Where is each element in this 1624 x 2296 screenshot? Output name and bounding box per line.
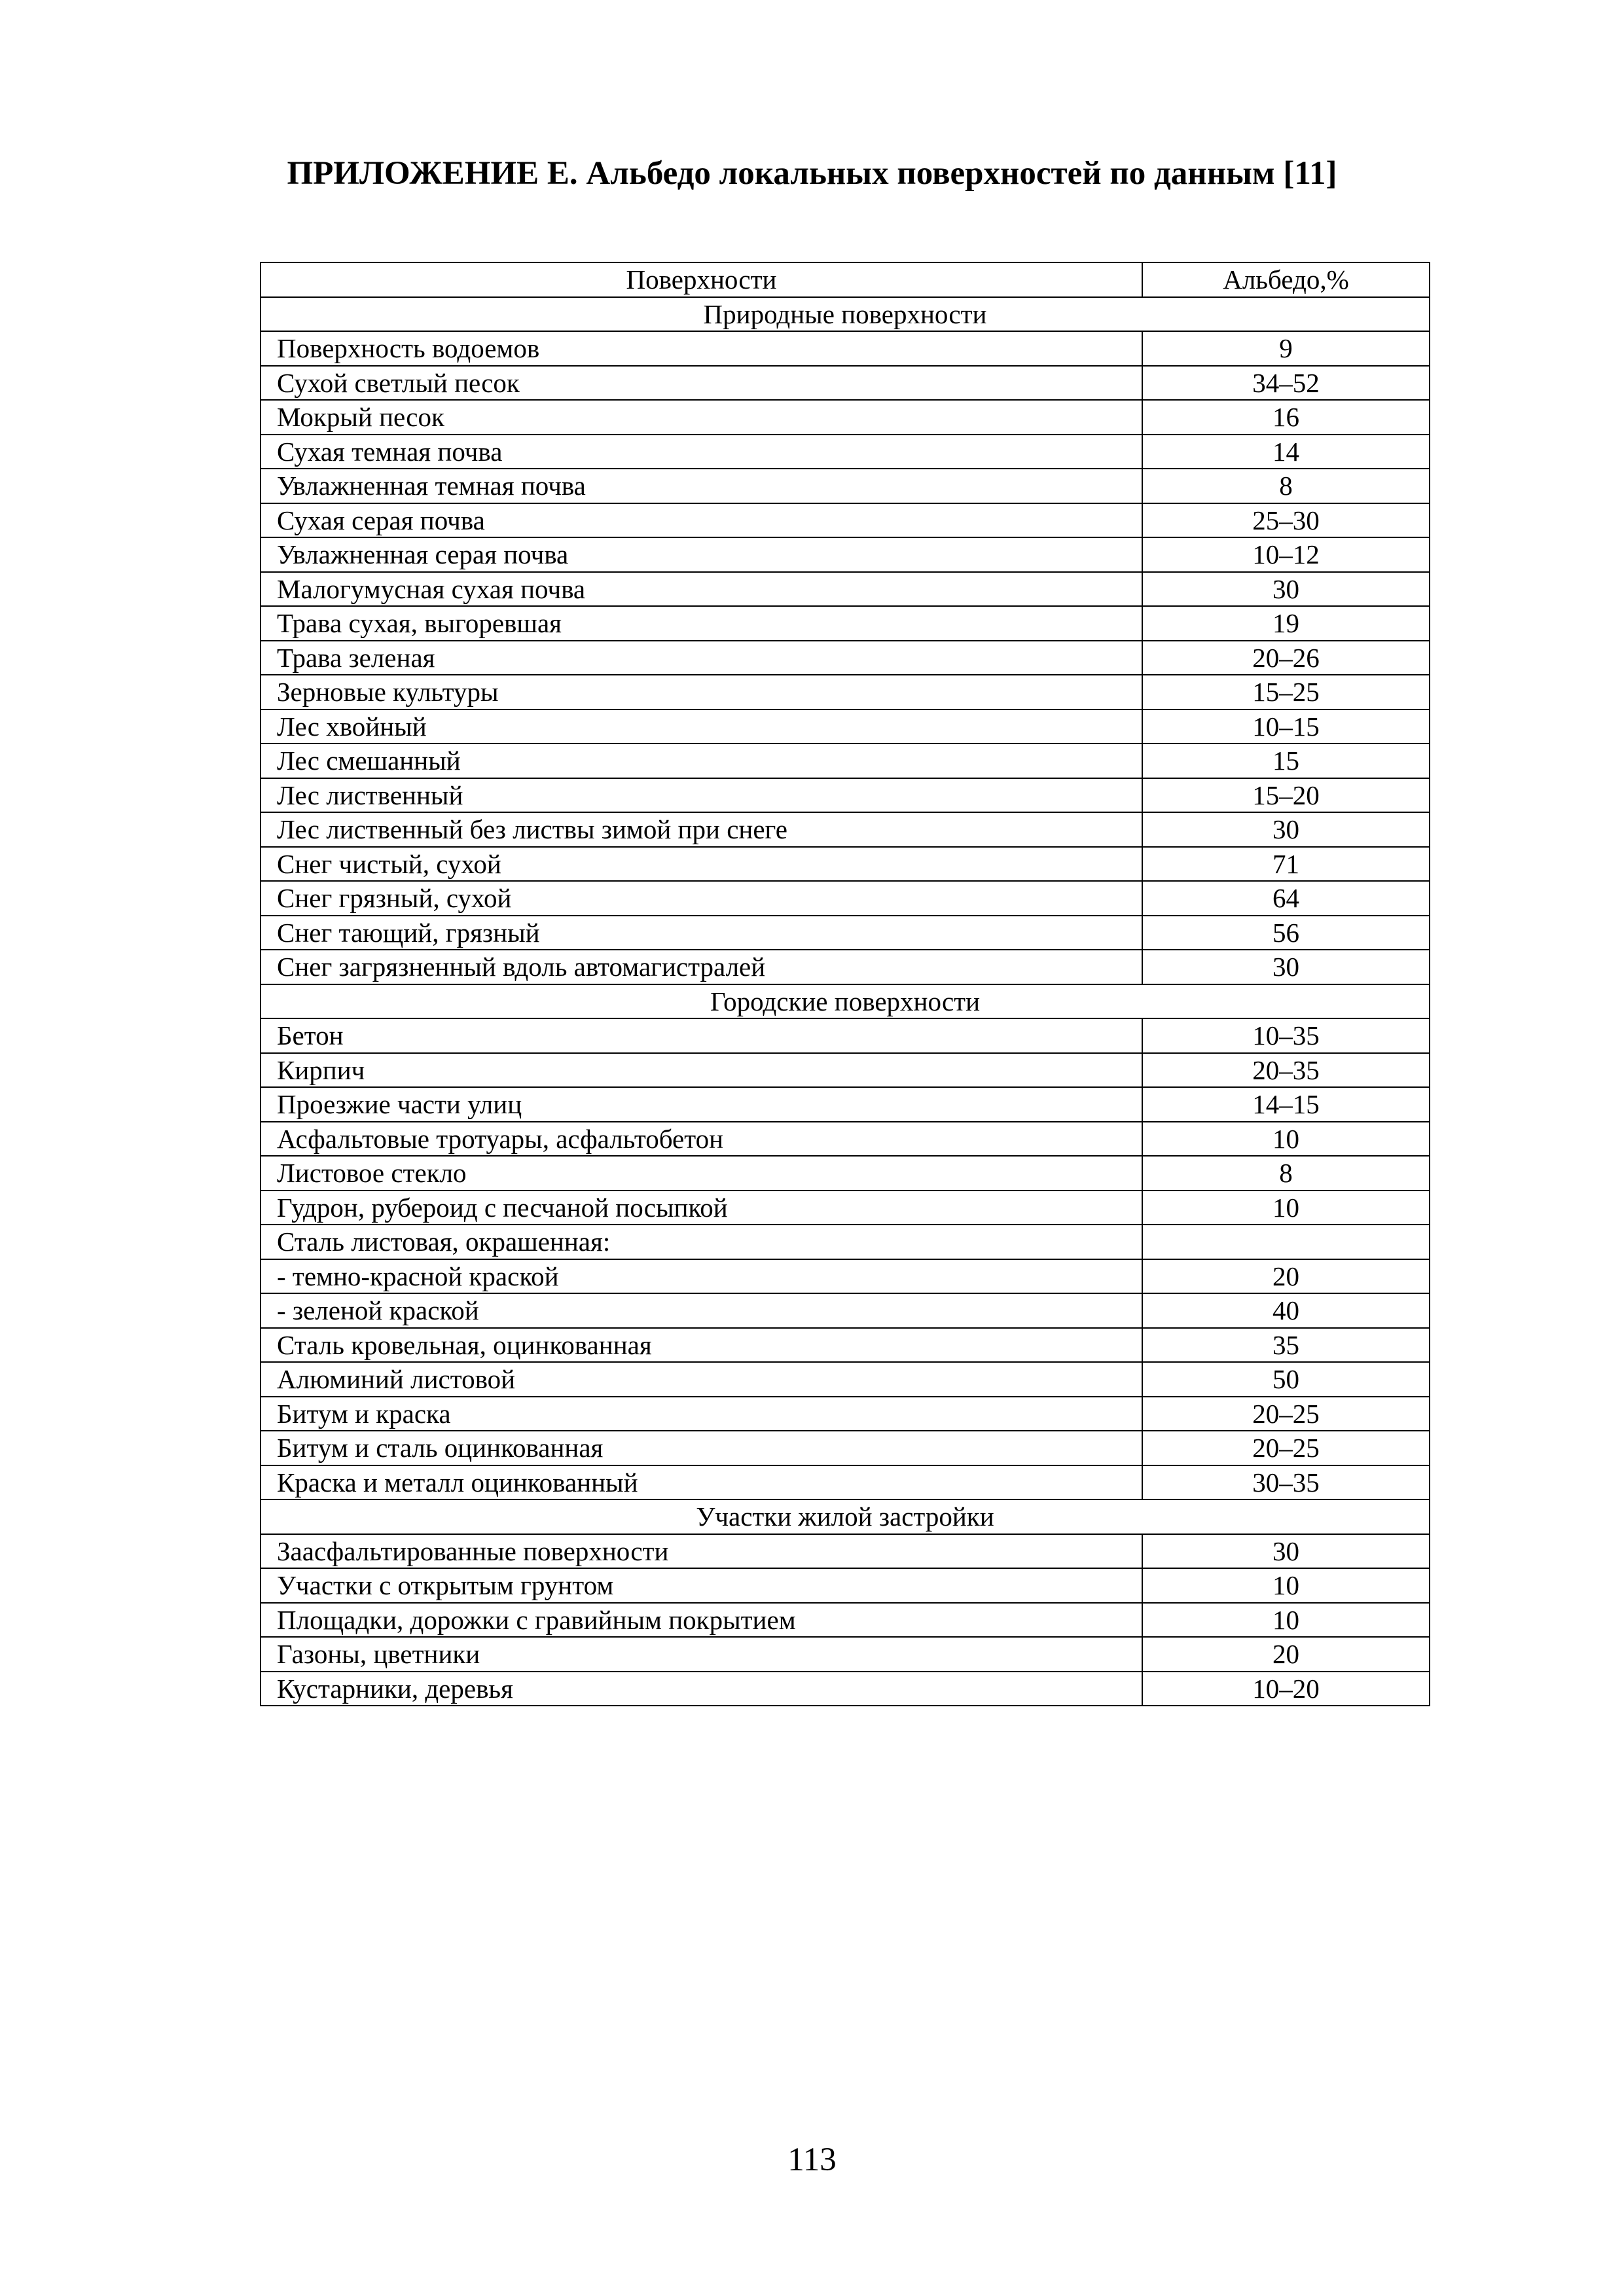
table-row bbox=[261, 400, 1430, 435]
surface-name: Сталь листовая, окрашенная: bbox=[261, 1225, 1142, 1259]
albedo-value: 71 bbox=[1142, 847, 1430, 882]
surface-name: Кустарники, деревья bbox=[261, 1672, 1142, 1706]
surface-name: Лес хвойный bbox=[261, 709, 1142, 744]
section-row bbox=[261, 984, 1430, 1019]
albedo-value: 10 bbox=[1142, 1568, 1430, 1603]
surface-name: Зерновые культуры bbox=[261, 675, 1142, 709]
surface-name: Снег грязный, сухой bbox=[261, 881, 1142, 916]
table-row bbox=[261, 812, 1430, 847]
page-title: ПРИЛОЖЕНИЕ Е. Альбедо локальных поверхностей по данным [11] bbox=[287, 155, 1337, 192]
albedo-value: 35 bbox=[1142, 1328, 1430, 1363]
table-row bbox=[261, 1362, 1430, 1397]
albedo-value: 64 bbox=[1142, 881, 1430, 916]
albedo-value: 10 bbox=[1142, 1122, 1430, 1157]
albedo-value: 15–20 bbox=[1142, 778, 1430, 813]
albedo-value: 20–35 bbox=[1142, 1053, 1430, 1088]
table-row bbox=[261, 1156, 1430, 1191]
table-row bbox=[261, 1465, 1430, 1500]
table-header-row bbox=[261, 262, 1430, 297]
surface-name: Кирпич bbox=[261, 1053, 1142, 1088]
albedo-value: 30 bbox=[1142, 1534, 1430, 1569]
albedo-value: 30–35 bbox=[1142, 1465, 1430, 1500]
surface-name: Листовое стекло bbox=[261, 1156, 1142, 1191]
table-row bbox=[261, 1053, 1430, 1088]
albedo-value: 10–15 bbox=[1142, 709, 1430, 744]
surface-name: Малогумусная сухая почва bbox=[261, 572, 1142, 607]
table-row bbox=[261, 1568, 1430, 1603]
albedo-value: 20–26 bbox=[1142, 641, 1430, 675]
table-row bbox=[261, 606, 1430, 641]
surface-name: Лес смешанный bbox=[261, 744, 1142, 778]
section-title: Природные поверхности bbox=[261, 297, 1430, 332]
surface-name: Сталь кровельная, оцинкованная bbox=[261, 1328, 1142, 1363]
surface-name: Сухая темная почва bbox=[261, 435, 1142, 469]
surface-name: Лес лиственный без листвы зимой при снеге bbox=[261, 812, 1142, 847]
header-albedo: Альбедо,% bbox=[1142, 262, 1430, 297]
surface-name: Битум и сталь оцинкованная bbox=[261, 1431, 1142, 1465]
section-title: Городские поверхности bbox=[261, 984, 1430, 1019]
surface-name: Трава зеленая bbox=[261, 641, 1142, 675]
albedo-value: 30 bbox=[1142, 572, 1430, 607]
page-number: 113 bbox=[787, 2142, 837, 2178]
table-row bbox=[261, 1328, 1430, 1363]
albedo-value: 30 bbox=[1142, 950, 1430, 984]
table-row bbox=[261, 881, 1430, 916]
albedo-value: 14–15 bbox=[1142, 1087, 1430, 1122]
surface-name: Снег загрязненный вдоль автомагистралей bbox=[261, 950, 1142, 984]
surface-name: Снег тающий, грязный bbox=[261, 916, 1142, 950]
header-surfaces: Поверхности bbox=[261, 262, 1142, 297]
table-row bbox=[261, 709, 1430, 744]
albedo-value: 14 bbox=[1142, 435, 1430, 469]
albedo-value: 15 bbox=[1142, 744, 1430, 778]
table-row bbox=[261, 1672, 1430, 1706]
table-row bbox=[261, 1534, 1430, 1569]
table-row bbox=[261, 744, 1430, 778]
table-row bbox=[261, 572, 1430, 607]
table-row bbox=[261, 778, 1430, 813]
albedo-value: 10–12 bbox=[1142, 537, 1430, 572]
albedo-value bbox=[1142, 1225, 1430, 1259]
table-row bbox=[261, 435, 1430, 469]
albedo-table bbox=[260, 262, 1430, 1706]
table-row bbox=[261, 1018, 1430, 1053]
surface-name: Гудрон, рубероид с песчаной посыпкой bbox=[261, 1191, 1142, 1225]
albedo-value: 34–52 bbox=[1142, 366, 1430, 401]
section-row bbox=[261, 297, 1430, 332]
table-row bbox=[261, 331, 1430, 366]
table-row bbox=[261, 1431, 1430, 1465]
albedo-value: 10 bbox=[1142, 1191, 1430, 1225]
albedo-value: 20 bbox=[1142, 1259, 1430, 1294]
table-row bbox=[261, 641, 1430, 675]
surface-name: Сухой светлый песок bbox=[261, 366, 1142, 401]
surface-name: Газоны, цветники bbox=[261, 1637, 1142, 1672]
table-row bbox=[261, 1191, 1430, 1225]
albedo-value: 9 bbox=[1142, 331, 1430, 366]
albedo-value: 8 bbox=[1142, 469, 1430, 503]
surface-name: Алюминий листовой bbox=[261, 1362, 1142, 1397]
surface-name: Краска и металл оцинкованный bbox=[261, 1465, 1142, 1500]
albedo-value: 56 bbox=[1142, 916, 1430, 950]
albedo-value: 20–25 bbox=[1142, 1397, 1430, 1431]
table-row bbox=[261, 537, 1430, 572]
table-row bbox=[261, 950, 1430, 984]
surface-name: Асфальтовые тротуары, асфальтобетон bbox=[261, 1122, 1142, 1157]
albedo-value: 8 bbox=[1142, 1156, 1430, 1191]
surface-name: - темно-красной краской bbox=[261, 1259, 1142, 1294]
surface-name: Битум и краска bbox=[261, 1397, 1142, 1431]
table-row bbox=[261, 847, 1430, 882]
surface-name: Бетон bbox=[261, 1018, 1142, 1053]
albedo-value: 30 bbox=[1142, 812, 1430, 847]
surface-name: Сухая серая почва bbox=[261, 503, 1142, 538]
table-row bbox=[261, 1603, 1430, 1638]
table-row bbox=[261, 1122, 1430, 1157]
surface-name: Увлажненная серая почва bbox=[261, 537, 1142, 572]
albedo-value: 10 bbox=[1142, 1603, 1430, 1638]
surface-name: Трава сухая, выгоревшая bbox=[261, 606, 1142, 641]
table-row bbox=[261, 1397, 1430, 1431]
table-row bbox=[261, 1225, 1430, 1259]
albedo-value: 25–30 bbox=[1142, 503, 1430, 538]
table-row bbox=[261, 503, 1430, 538]
albedo-value: 40 bbox=[1142, 1293, 1430, 1328]
surface-name: - зеленой краской bbox=[261, 1293, 1142, 1328]
table-row bbox=[261, 1293, 1430, 1328]
albedo-value: 50 bbox=[1142, 1362, 1430, 1397]
surface-name: Поверхность водоемов bbox=[261, 331, 1142, 366]
albedo-value: 19 bbox=[1142, 606, 1430, 641]
albedo-value: 20–25 bbox=[1142, 1431, 1430, 1465]
surface-name: Участки с открытым грунтом bbox=[261, 1568, 1142, 1603]
table-row bbox=[261, 675, 1430, 709]
table-row bbox=[261, 469, 1430, 503]
albedo-value: 10–35 bbox=[1142, 1018, 1430, 1053]
section-title: Участки жилой застройки bbox=[261, 1499, 1430, 1534]
albedo-value: 16 bbox=[1142, 400, 1430, 435]
table-row bbox=[261, 1087, 1430, 1122]
table-row bbox=[261, 916, 1430, 950]
surface-name: Проезжие части улиц bbox=[261, 1087, 1142, 1122]
table-body bbox=[261, 297, 1430, 1706]
section-row bbox=[261, 1499, 1430, 1534]
albedo-value: 15–25 bbox=[1142, 675, 1430, 709]
surface-name: Лес лиственный bbox=[261, 778, 1142, 813]
table-row bbox=[261, 1259, 1430, 1294]
albedo-value: 10–20 bbox=[1142, 1672, 1430, 1706]
surface-name: Мокрый песок bbox=[261, 400, 1142, 435]
table-row bbox=[261, 366, 1430, 401]
surface-name: Снег чистый, сухой bbox=[261, 847, 1142, 882]
surface-name: Заасфальтированные поверхности bbox=[261, 1534, 1142, 1569]
table-row bbox=[261, 1637, 1430, 1672]
surface-name: Площадки, дорожки с гравийным покрытием bbox=[261, 1603, 1142, 1638]
albedo-value: 20 bbox=[1142, 1637, 1430, 1672]
surface-name: Увлажненная темная почва bbox=[261, 469, 1142, 503]
